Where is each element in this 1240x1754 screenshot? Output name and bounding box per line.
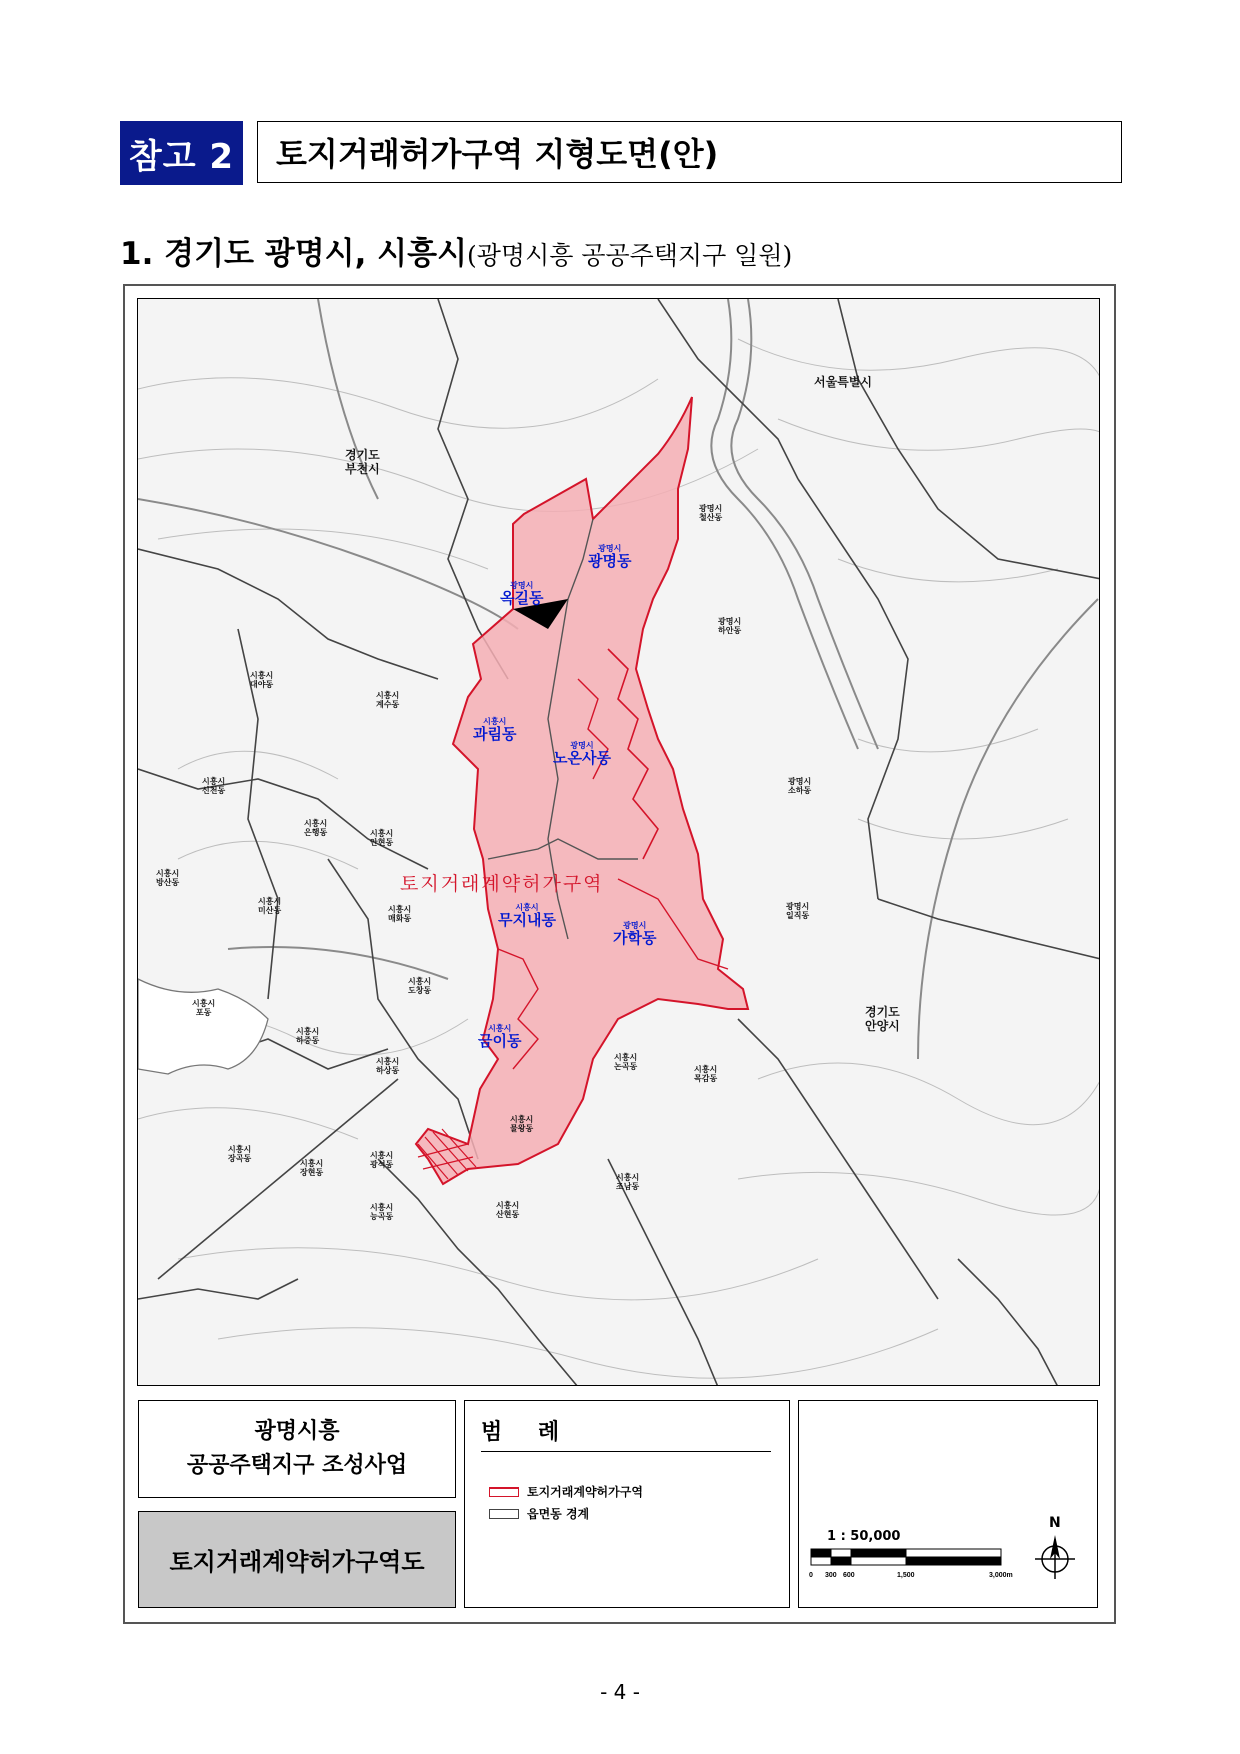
page-title-text: 토지거래허가구역 지형도면(안) [276,135,719,173]
legend-title: 범 례 [481,1420,574,1445]
scale-tick-3000: 3,000m [989,1572,1013,1579]
project-name-line1: 광명시흥 [254,1418,340,1444]
map-district-haan: 광명시 하안동 [718,617,742,636]
reservoir [138,979,268,1074]
map-zone-label: 토지거래계약허가구역 [400,873,604,895]
section-heading-main: 1. 경기도 광명시, 시흥시 [120,236,468,272]
zone-line-icon [489,1487,519,1497]
map-district-janghyeon: 시흥시 장현동 [300,1159,324,1178]
section-heading-sub: (광명시흥 공공주택지구 일원) [467,241,793,270]
map-district-iljik: 광명시 일직동 [786,902,810,921]
scale-tick-600: 600 [843,1572,855,1579]
map-district-eunhaeng: 시흥시 은행동 [304,819,328,838]
north-arrow-icon [1035,1535,1075,1579]
legend-box [464,1400,790,1608]
legend-item-zone-label: 토지거래계약허가구역 [527,1485,643,1499]
scale-tick-300: 300 [825,1572,837,1579]
map-district-nongok: 시흥시 논곡동 [614,1053,638,1072]
map-district-geumi: 시흥시 금이동 [478,1024,522,1051]
map-district-po: 시흥시 포동 [192,999,216,1018]
section-heading [120,228,792,273]
scale-ticks [809,1572,1013,1579]
map-district-gwarim: 시흥시 과림동 [473,717,517,744]
map-district-dochang: 시흥시 도창동 [408,977,432,996]
scale-ratio: 1 : 50,000 [827,1529,901,1544]
map-district-mokgam: 시흥시 목감동 [694,1065,718,1084]
map-district-maehwa: 시흥시 매화동 [388,905,412,924]
legend-item-boundary [489,1505,589,1522]
topographic-map [137,298,1100,1386]
page-number: - 4 - [600,1680,640,1704]
map-district-mujinae: 시흥시 무지내동 [498,903,556,930]
map-district-gahak: 광명시 가학동 [613,921,657,948]
map-name-box [138,1511,456,1608]
map-district-misan: 시흥시 미산동 [258,897,282,916]
scale-bar [799,1401,1099,1609]
map-label-bucheon: 경기도 부천시 [345,448,380,476]
map-district-cheolsan: 광명시 철산동 [699,504,723,523]
map-district-neunggok: 시흥시 능곡동 [370,1203,394,1222]
map-district-soha: 광명시 소하동 [788,777,812,796]
map-district-sanhyeon: 시흥시 산현동 [496,1201,520,1220]
map-base [138,299,1100,1386]
map-label-seoul: 서울특별시 [814,375,872,389]
map-district-janggok: 시흥시 장곡동 [228,1145,252,1164]
scale-tick-1500: 1,500 [897,1572,915,1579]
map-name-text: 토지거래계약허가구역도 [169,1548,425,1576]
map-district-gwangseok: 시흥시 광석동 [370,1151,394,1170]
legend-item-zone [489,1483,643,1500]
scale-bar-segments [811,1549,1001,1565]
map-district-okgil: 광명시 옥길동 [500,581,544,608]
north-label: N [1049,1515,1061,1531]
legend-divider [481,1451,771,1452]
map-district-jonam: 시흥시 조남동 [616,1173,640,1192]
legend-item-boundary-label: 읍면동 경계 [527,1507,590,1521]
map-district-gwangmyeong: 광명시 광명동 [588,544,632,571]
scale-box [798,1400,1098,1608]
map-district-daeya: 시흥시 대야동 [250,671,274,690]
reference-badge: 참고 2 [120,121,243,185]
map-label-anyang: 경기도 안양시 [865,1005,900,1033]
map-district-hajung: 시흥시 하중동 [296,1027,320,1046]
project-name-line2: 공공주택지구 조성사업 [186,1453,408,1478]
project-name-box [138,1400,456,1498]
map-district-gyesu: 시흥시 계수동 [376,691,400,710]
map-district-noonsa: 광명시 노온사동 [553,741,611,768]
scale-tick-0: 0 [809,1572,813,1579]
map-district-mulwang: 시흥시 물왕동 [510,1115,534,1134]
map-district-sincheon: 시흥시 신천동 [202,777,226,796]
map-district-hasang: 시흥시 하상동 [376,1057,400,1076]
map-district-bangsan: 시흥시 방산동 [156,869,180,888]
map-district-anhyeon: 시흥시 안현동 [370,829,394,848]
page-title [257,121,1122,183]
boundary-line-icon [489,1509,519,1519]
